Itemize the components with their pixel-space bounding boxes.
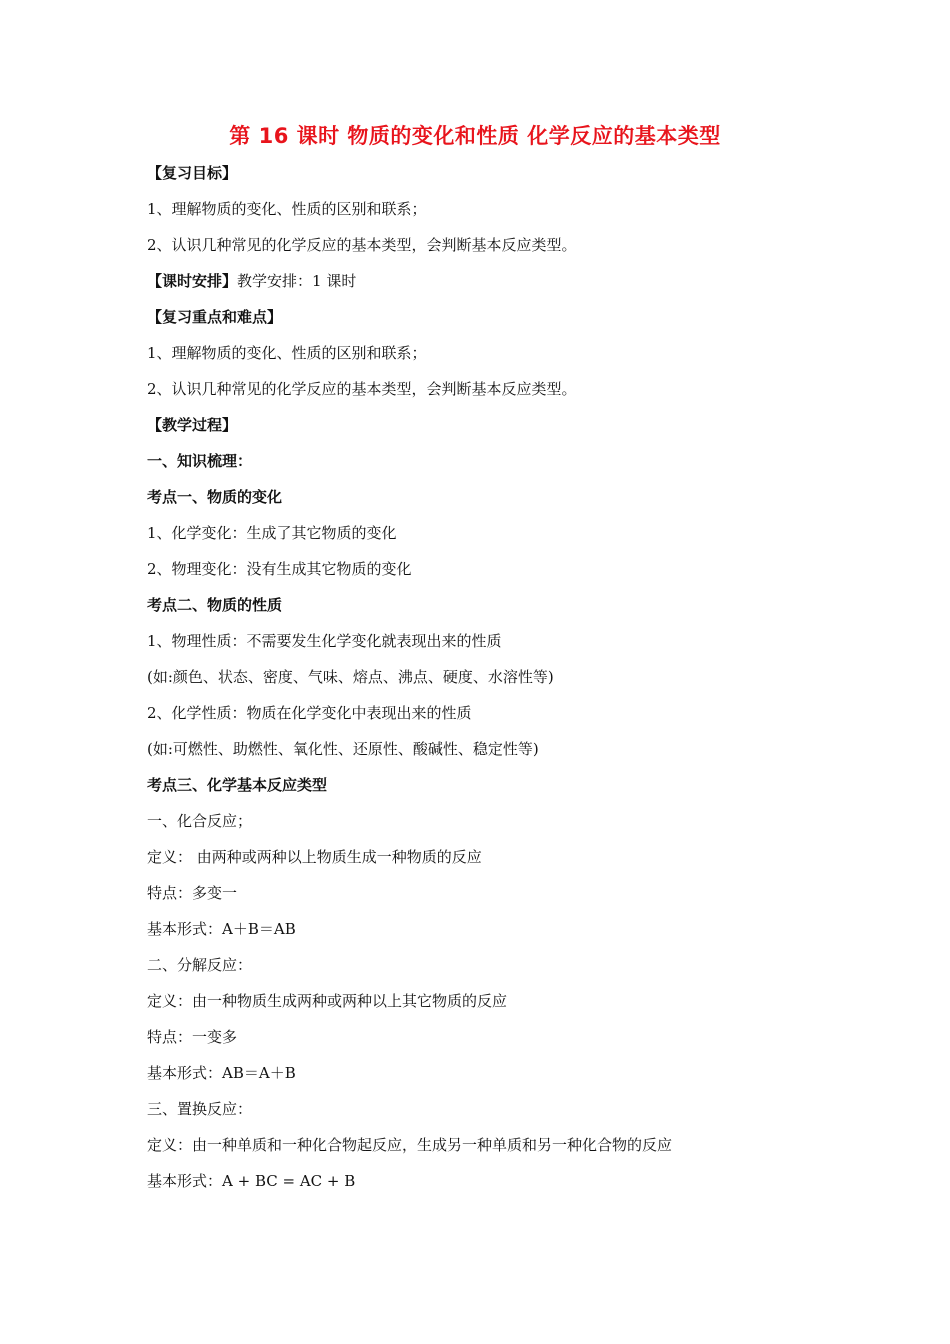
point-three-item: 基本形式：A＋B＝AB <box>147 920 296 938</box>
point-three-item: 定义：由一种物质生成两种或两种以上其它物质的反应 <box>147 992 508 1010</box>
section-knowledge-review: 一、知识梳理： <box>147 452 253 470</box>
point-three-item: 基本形式：AB＝A＋B <box>147 1064 296 1082</box>
point-three-item: 基本形式：A + BC = AC + B <box>147 1172 356 1190</box>
point-three-item: 定义：由一种单质和一种化合物起反应，生成另一种单质和另一种化合物的反应 <box>147 1136 673 1154</box>
point-one-item: 2、物理变化：没有生成其它物质的变化 <box>147 560 412 578</box>
point-three-item: 三、置换反应： <box>147 1100 253 1118</box>
heading-review-goals: 【复习目标】 <box>147 164 238 182</box>
point-two-item: (如:颜色、状态、密度、气味、熔点、沸点、硬度、水溶性等) <box>147 668 554 686</box>
document-title: 第 16 课时 物质的变化和性质 化学反应的基本类型 <box>229 124 721 148</box>
heading-point-two: 考点二、物质的性质 <box>147 596 283 614</box>
point-one-item: 1、化学变化：生成了其它物质的变化 <box>147 524 397 542</box>
point-three-item: 一、化合反应； <box>147 812 253 830</box>
review-goal-item: 2、认识几种常见的化学反应的基本类型，会判断基本反应类型。 <box>147 236 577 254</box>
point-two-item: (如:可燃性、助燃性、氧化性、还原性、酸碱性、稳定性等) <box>147 740 539 758</box>
key-point-item: 2、认识几种常见的化学反应的基本类型，会判断基本反应类型。 <box>147 380 577 398</box>
point-two-item: 2、化学性质：物质在化学变化中表现出来的性质 <box>147 704 472 722</box>
heading-point-three: 考点三、化学基本反应类型 <box>147 776 328 794</box>
heading-point-one: 考点一、物质的变化 <box>147 488 283 506</box>
schedule-line <box>147 268 847 304</box>
key-point-item: 1、理解物质的变化、性质的区别和联系； <box>147 344 427 362</box>
point-three-item: 特点：一变多 <box>147 1028 238 1046</box>
heading-schedule: 【课时安排】 <box>147 272 238 290</box>
heading-key-points: 【复习重点和难点】 <box>147 308 283 326</box>
schedule-text: 教学安排：1 课时 <box>237 272 357 290</box>
point-three-item: 二、分解反应： <box>147 956 253 974</box>
document-body <box>147 160 847 1204</box>
point-two-item: 1、物理性质：不需要发生化学变化就表现出来的性质 <box>147 632 502 650</box>
heading-teaching-process: 【教学过程】 <box>147 416 238 434</box>
point-three-item: 特点：多变一 <box>147 884 238 902</box>
review-goal-item: 1、理解物质的变化、性质的区别和联系； <box>147 200 427 218</box>
point-three-item: 定义： 由两种或两种以上物质生成一种物质的反应 <box>147 848 482 866</box>
